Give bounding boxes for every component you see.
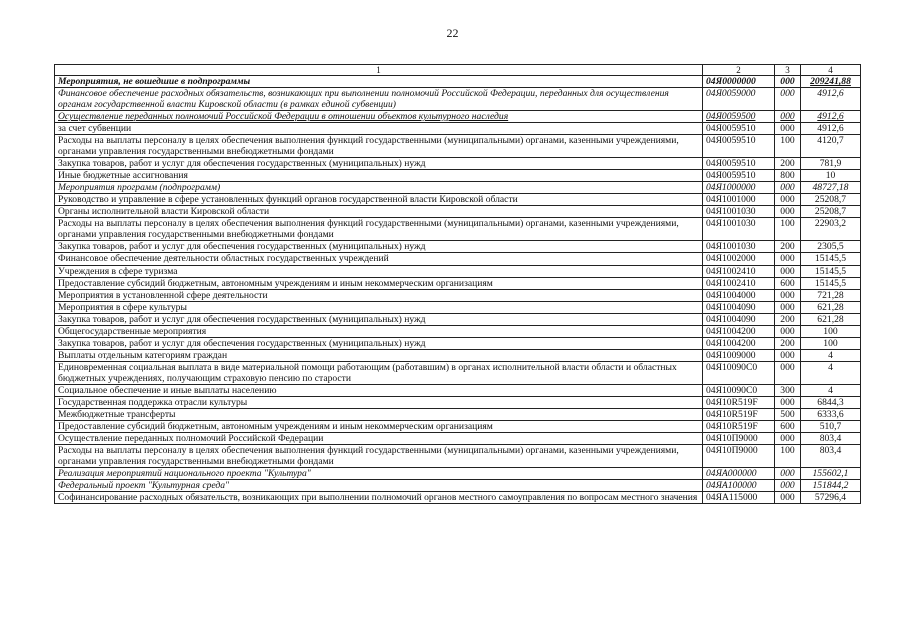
row-name-text: Учреждения в сфере туризма [58, 265, 178, 277]
row-name-cell [55, 480, 703, 492]
row-code-cell: 04Я10П9000 [703, 444, 775, 467]
row-name-text: за счет субвенции [58, 123, 132, 135]
row-expense-type-cell: 100 [775, 135, 801, 158]
row-name-cell [55, 182, 703, 194]
row-name-cell [55, 277, 703, 289]
table-row [55, 111, 861, 123]
row-code-cell: 04Я1002410 [703, 265, 775, 277]
row-code-cell: 04Я10R519F [703, 408, 775, 420]
table-row [55, 265, 861, 277]
row-name-cell [55, 444, 703, 467]
table-row [55, 123, 861, 135]
row-name-text: Предоставление субсидий бюджетным, автономным учреждениям и иным некоммерческим организациям [58, 277, 493, 289]
row-code-cell: 04Я0059500 [703, 111, 775, 123]
row-amount-cell: 4120,7 [801, 135, 861, 158]
row-code-cell: 04Я1009000 [703, 349, 775, 361]
row-name-cell [55, 123, 703, 135]
row-name-text: Реализация мероприятий национального проекта "Культура" [58, 468, 311, 480]
row-code-cell: 04Я1001030 [703, 206, 775, 218]
row-amount-cell: 4 [801, 384, 861, 396]
row-expense-type-cell: 000 [775, 76, 801, 88]
row-code-cell: 04ЯА100000 [703, 480, 775, 492]
header-col-4: 4 [801, 65, 861, 76]
row-name-cell [55, 396, 703, 408]
row-amount-cell: 2305,5 [801, 241, 861, 253]
row-code-cell: 04Я1001030 [703, 218, 775, 241]
page-number: 22 [446, 26, 459, 40]
table-row [55, 492, 861, 504]
row-name-cell [55, 253, 703, 265]
row-name-cell [55, 158, 703, 170]
row-amount-cell: 15145,5 [801, 253, 861, 265]
row-name-cell [55, 111, 703, 123]
row-name-text: Единовременная социальная выплата в виде материальной помощи работающим (работавшим) в органах исполнительной власти области и областных бюджетных учреждениях, получающим страховую пенсию по старости [58, 361, 677, 384]
row-name-text: Расходы на выплаты персоналу в целях обеспечения выполнения функций государственными (муниципальными) органами, казенными учреждениями, органами управления государственными внебюджетными фондами [58, 218, 679, 241]
row-name-cell [55, 325, 703, 337]
row-amount-cell: 22903,2 [801, 218, 861, 241]
row-name-cell [55, 349, 703, 361]
row-name-text: Государственная поддержка отрасли культуры [58, 396, 248, 408]
row-name-text: Расходы на выплаты персоналу в целях обеспечения выполнения функций государственными (муниципальными) органами, казенными учреждениями, органами управления государственными внебюджетными фондами [58, 135, 679, 158]
row-name-text: Финансовое обеспечение расходных обязательств, возникающих при выполнении полномочий Российской Федерации, переданных для осуществления органам государственной власти Кировской области (в рамках единой субвенции) [58, 88, 669, 111]
row-expense-type-cell: 000 [775, 289, 801, 301]
table-row [55, 480, 861, 492]
row-expense-type-cell: 600 [775, 277, 801, 289]
row-name-cell [55, 194, 703, 206]
row-name-text: Закупка товаров, работ и услуг для обеспечения государственных (муниципальных) нужд [58, 158, 426, 170]
row-name-cell [55, 206, 703, 218]
budget-table [54, 64, 861, 504]
table-row [55, 313, 861, 325]
row-amount-cell: 15145,5 [801, 265, 861, 277]
table-row [55, 277, 861, 289]
row-name-cell [55, 337, 703, 349]
row-code-cell: 04Я1000000 [703, 182, 775, 194]
table-header-row [55, 65, 861, 76]
row-name-text: Финансовое обеспечение деятельности областных государственных учреждений [58, 253, 389, 265]
row-expense-type-cell: 000 [775, 123, 801, 135]
row-code-cell: 04Я1004000 [703, 289, 775, 301]
row-expense-type-cell: 000 [775, 182, 801, 194]
row-amount-cell: 25208,7 [801, 206, 861, 218]
row-name-text: Мероприятия в установленной сфере деятельности [58, 289, 268, 301]
row-name-cell [55, 361, 703, 384]
row-expense-type-cell: 000 [775, 265, 801, 277]
row-expense-type-cell: 200 [775, 337, 801, 349]
row-code-cell: 04Я0000000 [703, 76, 775, 88]
row-name-text: Выплаты отдельным категориям граждан [58, 349, 228, 361]
row-amount-cell: 621,28 [801, 301, 861, 313]
row-expense-type-cell: 100 [775, 218, 801, 241]
header-col-3: 3 [775, 65, 801, 76]
row-name-cell [55, 170, 703, 182]
row-amount-cell: 10 [801, 170, 861, 182]
row-code-cell: 04Я1004200 [703, 325, 775, 337]
row-expense-type-cell: 100 [775, 444, 801, 467]
row-expense-type-cell: 300 [775, 384, 801, 396]
row-amount-cell: 4912,6 [801, 88, 861, 111]
row-name-cell [55, 241, 703, 253]
row-expense-type-cell: 200 [775, 158, 801, 170]
table-row [55, 444, 861, 467]
row-amount-cell: 6844,3 [801, 396, 861, 408]
row-amount-cell: 4912,6 [801, 111, 861, 123]
row-expense-type-cell: 000 [775, 111, 801, 123]
row-name-text: Закупка товаров, работ и услуг для обеспечения государственных (муниципальных) нужд [58, 241, 426, 253]
row-name-text: Мероприятия программ (подпрограмм) [58, 182, 221, 194]
table-row [55, 170, 861, 182]
table-row [55, 408, 861, 420]
table-row [55, 349, 861, 361]
row-amount-cell: 4 [801, 349, 861, 361]
row-name-cell [55, 313, 703, 325]
table-row [55, 158, 861, 170]
row-amount-cell: 803,4 [801, 432, 861, 444]
row-code-cell: 04Я1002410 [703, 277, 775, 289]
row-expense-type-cell: 000 [775, 492, 801, 504]
table-row [55, 289, 861, 301]
table-row [55, 206, 861, 218]
row-name-cell [55, 492, 703, 504]
header-col-2: 2 [703, 65, 775, 76]
table-row [55, 396, 861, 408]
row-code-cell: 04Я10090С0 [703, 384, 775, 396]
row-expense-type-cell: 000 [775, 432, 801, 444]
row-code-cell: 04ЯА000000 [703, 468, 775, 480]
row-code-cell: 04Я1004200 [703, 337, 775, 349]
row-expense-type-cell: 000 [775, 88, 801, 111]
row-expense-type-cell: 000 [775, 194, 801, 206]
row-code-cell: 04ЯА115000 [703, 492, 775, 504]
row-name-cell [55, 265, 703, 277]
row-name-text: Иные бюджетные ассигнования [58, 170, 188, 182]
row-name-cell [55, 289, 703, 301]
row-amount-cell: 151844,2 [801, 480, 861, 492]
row-amount-cell: 25208,7 [801, 194, 861, 206]
row-amount-cell: 15145,5 [801, 277, 861, 289]
row-expense-type-cell: 000 [775, 301, 801, 313]
table-row [55, 194, 861, 206]
row-code-cell: 04Я0059510 [703, 123, 775, 135]
row-expense-type-cell: 800 [775, 170, 801, 182]
row-name-cell [55, 218, 703, 241]
table-row [55, 468, 861, 480]
row-code-cell: 04Я1004090 [703, 301, 775, 313]
table-row [55, 241, 861, 253]
row-expense-type-cell: 500 [775, 408, 801, 420]
row-expense-type-cell: 600 [775, 420, 801, 432]
row-expense-type-cell: 000 [775, 468, 801, 480]
row-amount-cell: 209241,88 [801, 76, 861, 88]
table-row [55, 253, 861, 265]
row-name-cell [55, 88, 703, 111]
row-expense-type-cell: 000 [775, 253, 801, 265]
table-row [55, 76, 861, 88]
row-amount-cell: 48727,18 [801, 182, 861, 194]
header-col-1: 1 [55, 65, 703, 76]
row-code-cell: 04Я0059510 [703, 158, 775, 170]
table-row [55, 420, 861, 432]
row-code-cell: 04Я0059000 [703, 88, 775, 111]
row-expense-type-cell: 000 [775, 361, 801, 384]
row-name-cell [55, 408, 703, 420]
row-name-cell [55, 384, 703, 396]
row-expense-type-cell: 000 [775, 206, 801, 218]
row-amount-cell: 100 [801, 325, 861, 337]
row-name-text: Общегосударственные мероприятия [58, 325, 207, 337]
row-amount-cell: 4912,6 [801, 123, 861, 135]
row-name-text: Предоставление субсидий бюджетным, автономным учреждениям и иным некоммерческим организациям [58, 420, 493, 432]
row-amount-cell: 155602,1 [801, 468, 861, 480]
row-name-text: Межбюджетные трансферты [58, 408, 176, 420]
row-name-text: Мероприятия, не вошедшие в подпрограммы [58, 76, 251, 87]
row-name-text: Осуществление переданных полномочий Российской Федерации в отношении объектов культурного наследия [58, 111, 509, 123]
row-code-cell: 04Я10R519F [703, 420, 775, 432]
row-code-cell: 04Я1001000 [703, 194, 775, 206]
row-name-text: Осуществление переданных полномочий Российской Федерации [58, 432, 324, 444]
row-name-cell [55, 432, 703, 444]
table-row [55, 218, 861, 241]
row-name-cell [55, 135, 703, 158]
row-code-cell: 04Я0059510 [703, 170, 775, 182]
row-name-text: Мероприятия в сфере культуры [58, 301, 187, 313]
row-code-cell: 04Я10R519F [703, 396, 775, 408]
row-expense-type-cell: 000 [775, 396, 801, 408]
row-name-text: Руководство и управление в сфере установленных функций органов государственной власти Кировской области [58, 194, 518, 206]
row-amount-cell: 510,7 [801, 420, 861, 432]
row-amount-cell: 621,28 [801, 313, 861, 325]
row-expense-type-cell: 000 [775, 325, 801, 337]
row-name-cell [55, 76, 703, 88]
table-row [55, 384, 861, 396]
row-code-cell: 04Я1002000 [703, 253, 775, 265]
table-row [55, 432, 861, 444]
row-name-text: Расходы на выплаты персоналу в целях обеспечения выполнения функций государственными (муниципальными) органами, казенными учреждениями, органами управления государственными внебюджетными фондами [58, 444, 679, 467]
row-expense-type-cell: 200 [775, 241, 801, 253]
table-row [55, 301, 861, 313]
row-name-text: Федеральный проект "Культурная среда" [58, 480, 230, 492]
table-row [55, 337, 861, 349]
row-amount-cell: 4 [801, 361, 861, 384]
row-name-text: Софинансирование расходных обязательств, возникающих при выполнении полномочий органов местного самоуправления по вопросам местного значения [58, 492, 698, 504]
table-row [55, 325, 861, 337]
row-code-cell: 04Я10090С0 [703, 361, 775, 384]
row-name-cell [55, 301, 703, 313]
row-amount-cell: 781,9 [801, 158, 861, 170]
row-amount-cell: 803,4 [801, 444, 861, 467]
table-row [55, 361, 861, 384]
table-row [55, 135, 861, 158]
row-code-cell: 04Я10П9000 [703, 432, 775, 444]
row-code-cell: 04Я0059510 [703, 135, 775, 158]
table-row [55, 182, 861, 194]
row-amount-cell: 721,28 [801, 289, 861, 301]
row-amount-cell: 100 [801, 337, 861, 349]
row-name-cell [55, 420, 703, 432]
table-row [55, 88, 861, 111]
row-amount-cell: 57296,4 [801, 492, 861, 504]
row-expense-type-cell: 000 [775, 349, 801, 361]
row-name-cell [55, 468, 703, 480]
row-code-cell: 04Я1001030 [703, 241, 775, 253]
row-expense-type-cell: 000 [775, 480, 801, 492]
row-name-text: Закупка товаров, работ и услуг для обеспечения государственных (муниципальных) нужд [58, 313, 426, 325]
row-name-text: Органы исполнительной власти Кировской области [58, 206, 270, 218]
row-code-cell: 04Я1004090 [703, 313, 775, 325]
row-expense-type-cell: 200 [775, 313, 801, 325]
row-amount-cell: 6333,6 [801, 408, 861, 420]
row-name-text: Социальное обеспечение и иные выплаты населению [58, 384, 277, 396]
row-name-text: Закупка товаров, работ и услуг для обеспечения государственных (муниципальных) нужд [58, 337, 426, 349]
